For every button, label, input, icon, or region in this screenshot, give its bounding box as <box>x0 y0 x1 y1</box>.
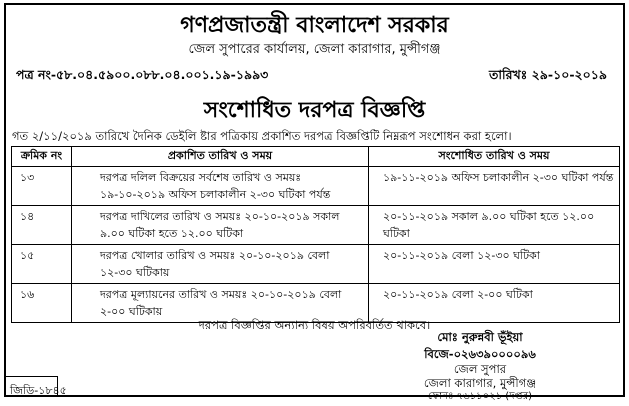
revised-cell: ১৯-১১-২০১৯ অফিস চলাকালীন ২-৩০ ঘটিকা পর্যন্ত <box>369 167 620 206</box>
column-header-serial: ক্রমিক নং <box>12 147 72 167</box>
table-row <box>12 167 620 206</box>
published-cell: দরপত্র দলিল বিক্রয়ের সর্বশেষ তারিখ ও সময়ঃ ১৯-১০-২০১৯ অফিস চলাকালীন ২-৩০ ঘটিকা পর্যন্ত <box>72 167 369 206</box>
column-header-revised: সংশোধিত তারিখ ও সময় <box>369 147 620 167</box>
revised-cell: ২০-১১-২০১৯ বেলা ১২-৩০ ঘটিকা <box>369 245 620 284</box>
table-row <box>12 245 620 284</box>
footnote: দরপত্র বিজ্ঞপ্তির অন্যান্য বিষয় অপরিবর্তিত থাকবে। <box>198 318 431 332</box>
signatory-name: মোঃ নুরুন্নবী ভূঁইয়া <box>437 330 523 344</box>
signatory-id: বিজে-০২৬৩৯০০০০৯৬ <box>424 347 536 361</box>
published-cell: দরপত্র মূল্যায়নের তারিখ ও সময়ঃ ২০-১০-২০১৯ বেলা ২-০০ ঘটিকায় <box>72 284 369 323</box>
signatory-designation: জেল সুপার <box>453 362 507 376</box>
notice-date: তারিখঃ ২৯-১০-২০১৯ <box>488 67 607 82</box>
intro-text: গত ২/১১/২০১৯ তারিখে দৈনিক ডেইলি ষ্টার পত্রিকায় প্রকাশিত দরপত্র বিজ্ঞপ্তিটি নিম্নরূপ সংশোধন করা হলো। <box>12 129 512 143</box>
column-header-published: প্রকাশিত তারিখ ও সময় <box>72 147 369 167</box>
table-row <box>12 206 620 245</box>
revised-cell: ২০-১১-২০১৯ বেলা ২-০০ ঘটিকা <box>369 284 620 323</box>
signatory-phone: ফোনঃ ৭৬১১০২১ (দপ্তর) <box>427 391 533 402</box>
serial-cell: ১৪ <box>12 206 72 245</box>
published-cell: দরপত্র খোলার তারিখ ও সময়ঃ ২০-১০-২০১৯ বেলা ১২-৩০ ঘটিকায় <box>72 245 369 284</box>
signatory-office: জেলা কারাগার, মুন্সীগঞ্জ <box>423 376 537 390</box>
published-cell: দরপত্র দাখিলের তারিখ ও সময়ঃ ২০-১০-২০১৯ সকাল ৯.০০ ঘটিকা হতে ১২.০০ ঘটিকা <box>72 206 369 245</box>
notice-heading: সংশোধিত দরপত্র বিজ্ঞপ্তি <box>203 98 426 123</box>
office-subtitle: জেল সুপারের কার্যালয়, জেলা কারাগার, মুন্সীগঞ্জ <box>188 42 441 57</box>
revised-cell: ২০-১১-২০১৯ সকাল ৯.০০ ঘটিকা হতে ১২.০০ ঘটিকা <box>369 206 620 245</box>
serial-cell: ১৫ <box>12 245 72 284</box>
revision-table <box>11 146 620 323</box>
serial-cell: ১৩ <box>12 167 72 206</box>
serial-cell: ১৬ <box>12 284 72 323</box>
memo-number: পত্র নং-৫৮.০৪.৫৯০০.০৮৮.০৪.০০১.১৯-১৯৯৩ <box>16 67 269 82</box>
government-title: গণপ্রজাতন্ত্রী বাংলাদেশ সরকার <box>180 13 449 38</box>
gd-number: জিডি-১৮৪৫ <box>10 384 67 397</box>
table-header-row <box>12 147 620 167</box>
